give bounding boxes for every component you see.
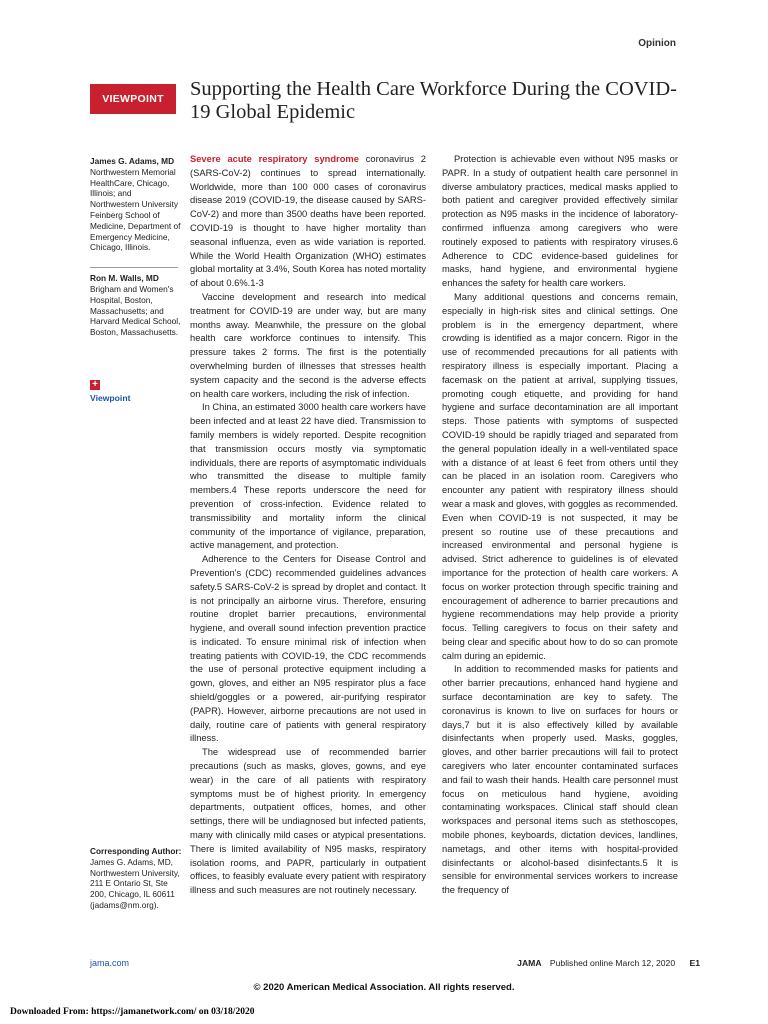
- author-name: Ron M. Walls, MD: [90, 273, 159, 284]
- journal-name: JAMA: [517, 958, 542, 968]
- paragraph: Many additional questions and concerns remain, especially in high-risk sites and clinical settings. One problem is in the emergency department, where crowding is identified as a major concern. Rigor in the use of recommended precautions for all patients with respiratory illness is especially important. Placing a facemask on the patient at arrival, supplying tissues, promoting cough etiquette, and providing for hand hygiene and surface decontamination are all important steps. Those patients with symptoms of suspected COVID-19 should be rapidly triaged and separated from the general population ideally in a well-ventilated space with a distance of at least 6 feet from others until they can be placed in an isolation room. Caregivers who encounter any patient with respiratory illness should wear a mask and gloves, with goggles as recommended. Even when COVID-19 is not suspected, it may be present so routine use of these precautions and increased environmental and personal hygiene is advised. Strict adherence to guidelines is of elevated importance for the protection of health care workers. A focus on worker protection through specific training and encouragement of adherence to barrier precautions and hygiene recommendations may help provide a priority focus. Telling caregivers to focus on their safety and being clear and specific about how to do so can promote calm during an epidemic.: [442, 291, 678, 661]
- lead-in: Severe acute respiratory syndrome: [190, 154, 359, 164]
- corresponding-author: [90, 846, 182, 911]
- site-link[interactable]: jama.com: [90, 958, 130, 968]
- download-notice: Downloaded From: https://jamanetwork.com/ on 03/18/2020: [10, 1007, 255, 1017]
- author-block: [90, 156, 182, 253]
- article-column-2: [442, 153, 678, 898]
- divider: [90, 267, 178, 268]
- paragraph: Adherence to the Centers for Disease Control and Prevention's (CDC) recommended guidelines advances safety.5 SARS-CoV-2 is spread by droplet and contact. It is not principally an airborne virus. Therefore, ensuring routine droplet barrier precautions, environmental hygiene, and overall sound infection prevention practice is indicated. To ensure minimal risk of infection when treating patients with COVID-19, the CDC recommends the use of personal protective equipment including a gown, gloves, and either an N95 respirator plus a face shield/goggles or a powered, air-purifying respirator (PAPR). However, airborne precautions are not used in daily, routine care of patients with general respiratory illness.: [190, 554, 426, 744]
- author-affiliation: Brigham and Women's Hospital, Boston, Massachusetts; and Harvard Medical School, Boston, Massachusetts.: [90, 283, 181, 338]
- paragraph: In China, an estimated 3000 health care workers have been infected and at least 22 have died. Transmission to family members is widely reported. Despite recognition that transmission occurs mostly via symptomatic individuals, there are reports of asymptomatic individuals who transmitted the disease to multiple family members.4 These reports underscore the need for prevention of cross-infection. Evidence related to transmissibility and mortality inform the clinical community of the importance of vigilance, preparation, active management, and protection.: [190, 402, 426, 551]
- author-affiliation: Northwestern Memorial HealthCare, Chicago, Illinois; and Northwestern University Feinberg School of Medicine, Department of Emergency Medicine, Chicago, Illinois.: [90, 166, 181, 253]
- corresponding-text: James G. Adams, MD, Northwestern University, 211 E Ontario St, Ste 200, Chicago, IL 60611 (jadams@nm.org).: [90, 856, 180, 910]
- plus-icon[interactable]: +: [90, 380, 100, 390]
- author-name: James G. Adams, MD: [90, 156, 175, 166]
- paragraph-text: coronavirus 2 (SARS-CoV-2) continues to spread internationally. Worldwide, more than 100 000 cases of coronavirus disease 2019 (COVID-19, the disease caused by SARS-CoV-2) and more than 3500 deaths have been reported. COVID-19 is thought to have higher mortality than seasonal influenza, even as wide variation is reported. While the World Health Organization (WHO) estimates global mortality at 3.4%, South Korea has noted mortality of about 0.6%.1-3: [190, 154, 427, 289]
- paragraph: In addition to recommended masks for patients and other barrier precautions, enhanced hand hygiene and surface decontamination are key to safety. The coronavirus is known to live on surfaces for hours or days,7 but it is also effectively killed by available disinfectants when properly used. Masks, goggles, gloves, and other barrier precautions will fail to protect caregivers who later encounter contaminated surfaces and fail to wash their hands. Health care personnel must focus on meticulous hand hygiene, avoiding contaminating workspaces. Clinical staff should clean workspaces and personal items such as stethoscopes, mobile phones, keyboards, dictation devices, landlines, nametags, and other items with hospital-provided disinfectants or alcohol-based disinfectants.5 It is sensible for environmental services workers to increase the frequency of: [442, 664, 678, 896]
- corresponding-label: Corresponding Author:: [90, 846, 182, 856]
- footer-info: [517, 958, 700, 968]
- copyright: © 2020 American Medical Association. All rights reserved.: [253, 982, 515, 993]
- section-label: Opinion: [638, 38, 676, 49]
- article-column-1: [190, 153, 426, 898]
- author-block: [90, 273, 182, 338]
- paragraph: The widespread use of recommended barrier precautions (such as masks, gloves, gowns, and eye wear) in the care of all patients with respiratory symptoms must be of highest priority. In emergency departments, outpatient offices, homes, and other settings, there will be undiagnosed but infected patients, many with clinically mild cases or atypical presentations. There is limited availability of N95 masks, respiratory isolation rooms, and PAPR, particularly in outpatient offices, to feasibly evaluate every patient with respiratory illness and such measures are not routinely necessary.: [190, 747, 426, 896]
- paragraph: [190, 153, 426, 291]
- related-viewpoint-link[interactable]: Viewpoint: [90, 392, 131, 403]
- published-date: Published online March 12, 2020: [549, 958, 676, 968]
- author-sidebar: [90, 156, 182, 404]
- page-number: E1: [689, 958, 700, 968]
- article-title: Supporting the Health Care Workforce During the COVID-19 Global Epidemic: [190, 78, 678, 123]
- paragraph: Vaccine development and research into medical treatment for COVID-19 are under way, but are many months away. Meanwhile, the pressure on the global health care workforce continues to intensify. This pressure takes 2 forms. The first is the potentially overwhelming burden of illnesses that stresses health system capacity and the second is the adverse effects on health care workers, including the risk of infection.: [190, 291, 426, 399]
- viewpoint-badge: VIEWPOINT: [90, 84, 176, 114]
- paragraph: Protection is achievable even without N95 masks or PAPR. In a study of outpatient health care personnel in diverse ambulatory practices, medical masks applied to both patient and caregiver provided effectively similar protection as N95 masks in the incidence of laboratory-confirmed influenza among caregivers who were routinely exposed to patients with respiratory viruses.6 Adherence to CDC evidence-based guidelines for masks, hand hygiene, and environmental hygiene enhances the safety for health care workers.: [442, 154, 678, 289]
